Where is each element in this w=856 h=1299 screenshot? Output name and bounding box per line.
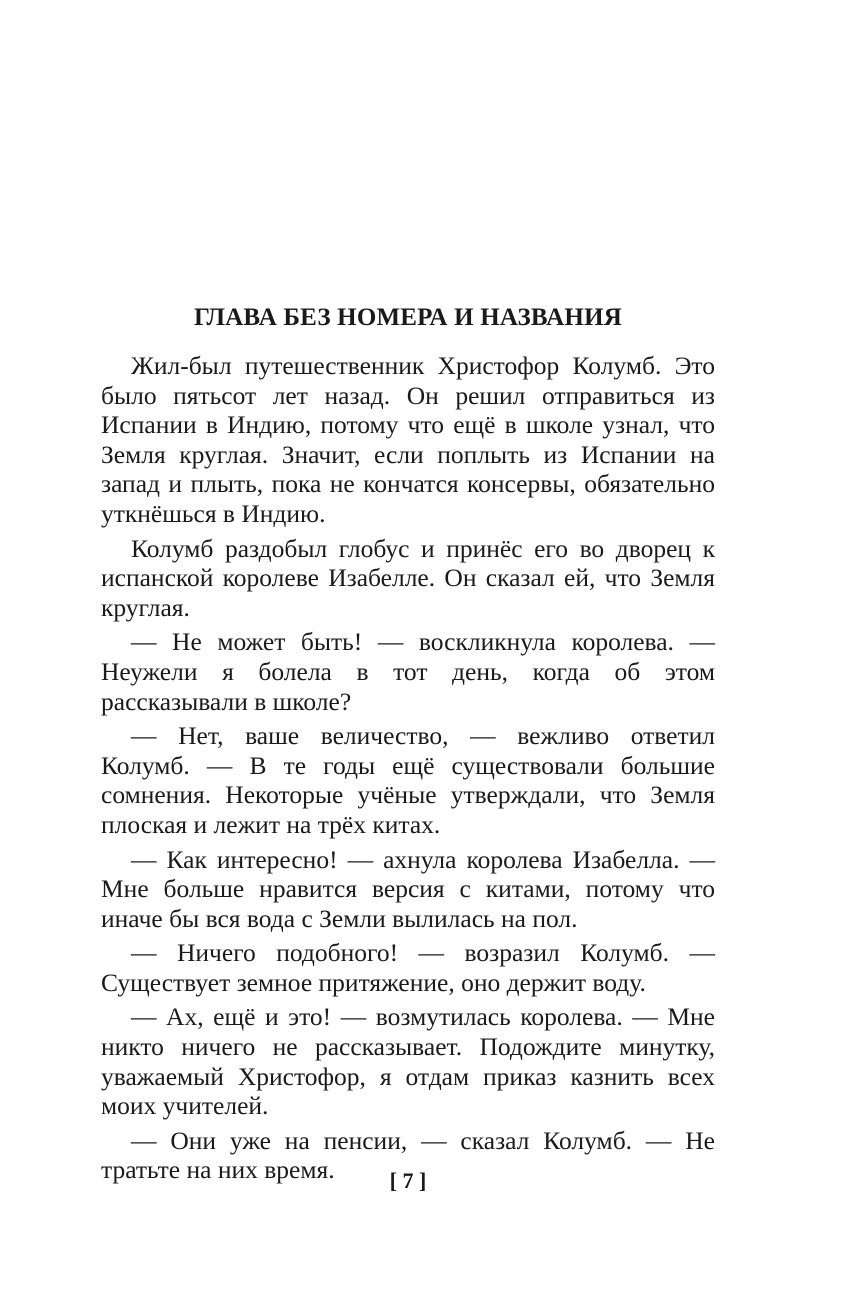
chapter-title: ГЛАВА БЕЗ НОМЕРА И НАЗВАНИЯ bbox=[194, 304, 622, 331]
paragraph: — Нет, ваше величество, — вежливо ответил Колумб. — В те годы ещё существовали большие сомнения. Некоторые учёные утверждали, что Земля плоская и лежит на трёх китах. bbox=[101, 721, 715, 839]
paragraph: Жил-был путешественник Христофор Колумб. Это было пятьсот лет назад. Он решил отправиться из Испании в Индию, потому что ещё в школе узнал, что Земля круглая. Значит, если поплыть из Испании на запад и плыть, пока не кончатся консервы, обязательно уткнёшься в Индию. bbox=[101, 351, 715, 528]
page-number: [ 7 ] bbox=[389, 1168, 427, 1193]
chapter-body bbox=[101, 351, 715, 1190]
paragraph: — Не может быть! — воскликнула королева. — Неужели я болела в тот день, когда об этом рассказывали в школе? bbox=[101, 627, 715, 716]
paragraph: — Как интересно! — ахнула королева Изабелла. — Мне больше нравится версия с китами, потому что иначе бы вся вода с Земли вылилась на пол. bbox=[101, 844, 715, 933]
paragraph: — Ничего подобного! — возразил Колумб. — Существует земное притяжение, оно держит воду. bbox=[101, 938, 715, 997]
paragraph: — Они уже на пенсии, — сказал Колумб. — Не тратьте на них время. bbox=[101, 1125, 715, 1185]
paragraph: — Ах, ещё и это! — возмутилась королева. — Мне никто ничего не рассказывает. Подождите минутку, уважаемый Христофор, я отдам приказ казнить всех моих учителей. bbox=[101, 1002, 715, 1121]
paragraph: Колумб раздобыл глобус и принёс его во дворец к испанской королеве Изабелле. Он сказал ей, что Земля круглая. bbox=[101, 533, 715, 622]
